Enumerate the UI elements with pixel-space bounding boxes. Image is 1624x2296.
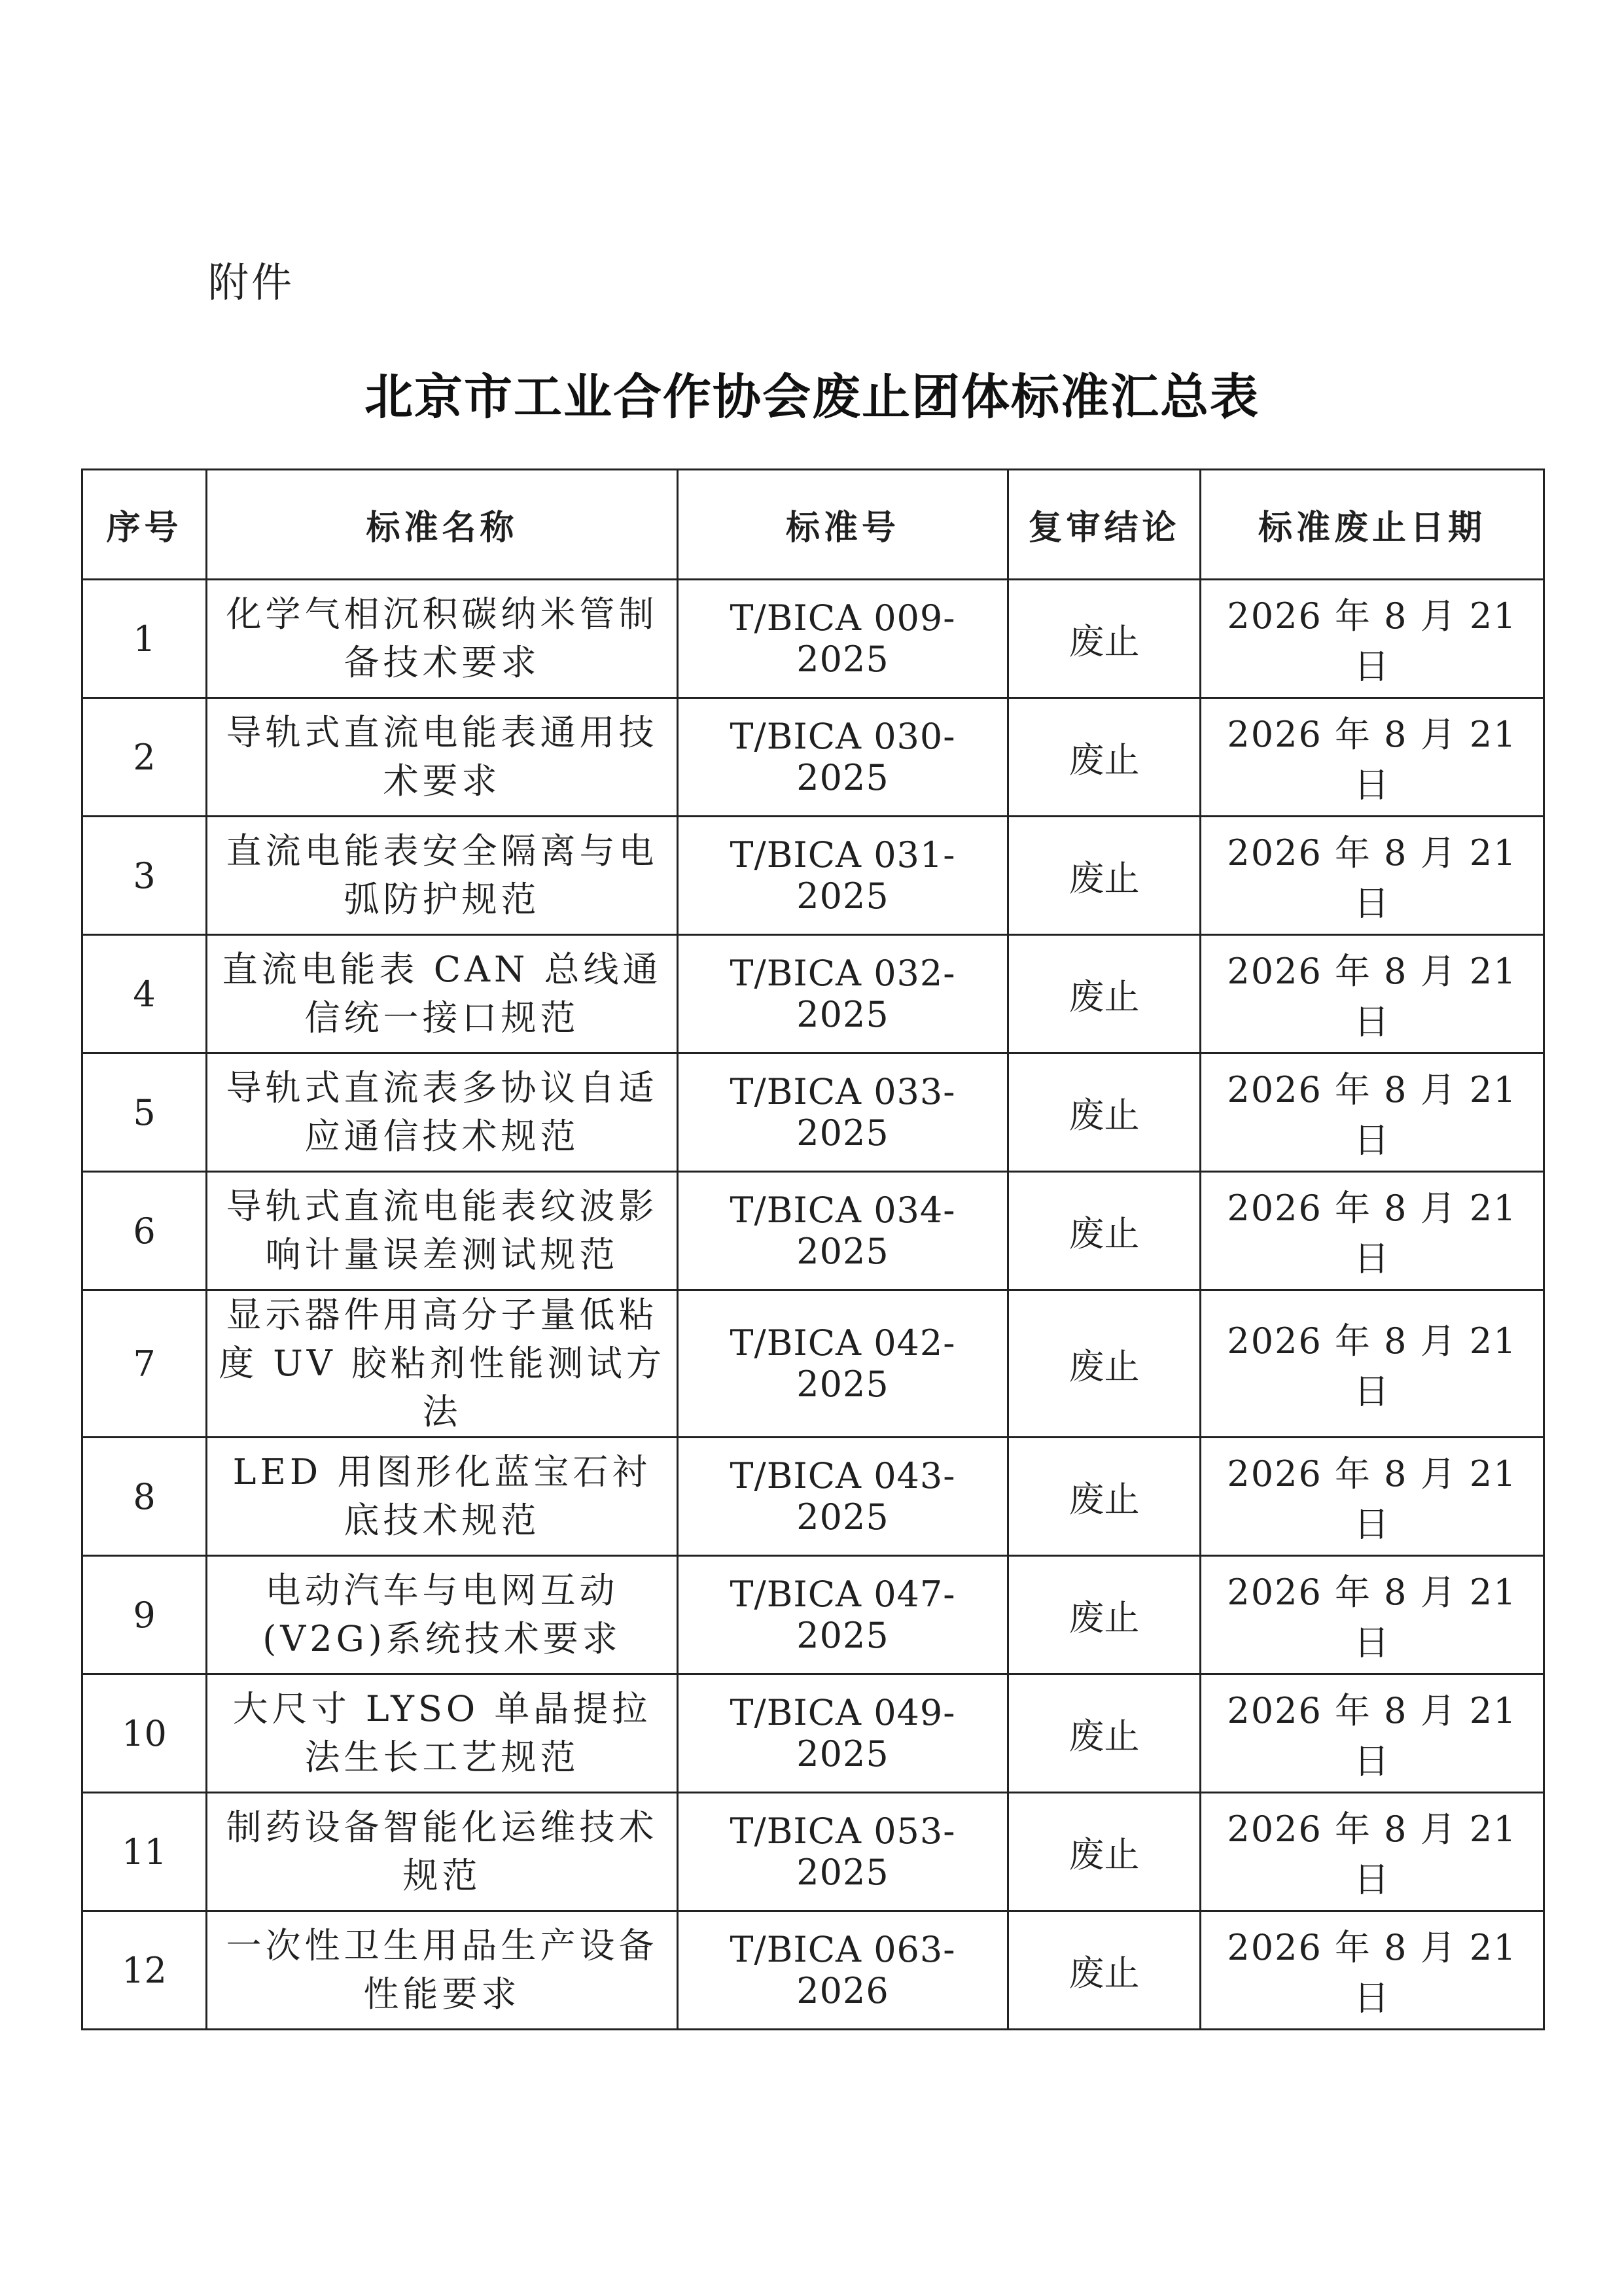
cell-repeal-date: 2026 年 8 月 21 日 — [1201, 1556, 1544, 1674]
table-row — [82, 1674, 1544, 1793]
cell-repeal-date: 2026 年 8 月 21 日 — [1201, 1911, 1544, 2030]
cell-review-conclusion: 废止 — [1008, 1172, 1201, 1290]
cell-standard-code: T/BICA 049-2025 — [678, 1674, 1008, 1793]
cell-repeal-date: 2026 年 8 月 21 日 — [1201, 817, 1544, 935]
cell-repeal-date: 2026 年 8 月 21 日 — [1201, 1290, 1544, 1438]
cell-repeal-date: 2026 年 8 月 21 日 — [1201, 1793, 1544, 1911]
table-row — [82, 1172, 1544, 1290]
header-code: 标准号 — [678, 470, 1008, 580]
cell-repeal-date: 2026 年 8 月 21 日 — [1201, 698, 1544, 817]
cell-index: 5 — [82, 1053, 207, 1172]
table-row — [82, 935, 1544, 1053]
cell-review-conclusion: 废止 — [1008, 1290, 1201, 1438]
cell-review-conclusion: 废止 — [1008, 580, 1201, 698]
cell-index: 2 — [82, 698, 207, 817]
cell-review-conclusion: 废止 — [1008, 1053, 1201, 1172]
cell-standard-code: T/BICA 053-2025 — [678, 1793, 1008, 1911]
cell-index: 12 — [82, 1911, 207, 2030]
cell-standard-code: T/BICA 031-2025 — [678, 817, 1008, 935]
cell-standard-name: 显示器件用高分子量低粘度 UV 胶粘剂性能测试方法 — [207, 1290, 678, 1438]
cell-repeal-date: 2026 年 8 月 21 日 — [1201, 580, 1544, 698]
cell-review-conclusion: 废止 — [1008, 1793, 1201, 1911]
cell-review-conclusion: 废止 — [1008, 817, 1201, 935]
table-row — [82, 1911, 1544, 2030]
attachment-label: 附件 — [208, 258, 295, 306]
cell-standard-code: T/BICA 032-2025 — [678, 935, 1008, 1053]
table-row — [82, 817, 1544, 935]
cell-review-conclusion: 废止 — [1008, 1556, 1201, 1674]
cell-repeal-date: 2026 年 8 月 21 日 — [1201, 1172, 1544, 1290]
cell-review-conclusion: 废止 — [1008, 1674, 1201, 1793]
table-row — [82, 1438, 1544, 1556]
cell-standard-name: 直流电能表安全隔离与电弧防护规范 — [207, 817, 678, 935]
cell-standard-name: 直流电能表 CAN 总线通信统一接口规范 — [207, 935, 678, 1053]
header-date: 标准废止日期 — [1201, 470, 1544, 580]
cell-index: 11 — [82, 1793, 207, 1911]
header-name: 标准名称 — [207, 470, 678, 580]
cell-standard-code: T/BICA 047-2025 — [678, 1556, 1008, 1674]
table-row — [82, 1556, 1544, 1674]
header-index: 序号 — [82, 470, 207, 580]
table-row — [82, 1053, 1544, 1172]
cell-repeal-date: 2026 年 8 月 21 日 — [1201, 1438, 1544, 1556]
cell-standard-name: 一次性卫生用品生产设备性能要求 — [207, 1911, 678, 2030]
cell-index: 1 — [82, 580, 207, 698]
cell-standard-name: 导轨式直流电能表纹波影响计量误差测试规范 — [207, 1172, 678, 1290]
standards-table — [81, 468, 1545, 2030]
cell-repeal-date: 2026 年 8 月 21 日 — [1201, 1674, 1544, 1793]
table-body — [82, 580, 1544, 2030]
cell-review-conclusion: 废止 — [1008, 698, 1201, 817]
cell-index: 9 — [82, 1556, 207, 1674]
table-header-row — [82, 470, 1544, 580]
cell-standard-code: T/BICA 030-2025 — [678, 698, 1008, 817]
cell-index: 10 — [82, 1674, 207, 1793]
cell-index: 4 — [82, 935, 207, 1053]
cell-review-conclusion: 废止 — [1008, 1438, 1201, 1556]
cell-standard-name: 导轨式直流表多协议自适应通信技术规范 — [207, 1053, 678, 1172]
cell-standard-name: 大尺寸 LYSO 单晶提拉法生长工艺规范 — [207, 1674, 678, 1793]
cell-standard-code: T/BICA 042-2025 — [678, 1290, 1008, 1438]
cell-repeal-date: 2026 年 8 月 21 日 — [1201, 935, 1544, 1053]
cell-standard-code: T/BICA 009-2025 — [678, 580, 1008, 698]
cell-review-conclusion: 废止 — [1008, 1911, 1201, 2030]
cell-index: 8 — [82, 1438, 207, 1556]
cell-standard-code: T/BICA 043-2025 — [678, 1438, 1008, 1556]
cell-repeal-date: 2026 年 8 月 21 日 — [1201, 1053, 1544, 1172]
table-row — [82, 698, 1544, 817]
table-row — [82, 1290, 1544, 1438]
cell-standard-code: T/BICA 034-2025 — [678, 1172, 1008, 1290]
header-conclusion: 复审结论 — [1008, 470, 1201, 580]
cell-index: 7 — [82, 1290, 207, 1438]
cell-standard-name: 电动汽车与电网互动(V2G)系统技术要求 — [207, 1556, 678, 1674]
cell-standard-code: T/BICA 063-2026 — [678, 1911, 1008, 2030]
cell-index: 6 — [82, 1172, 207, 1290]
cell-standard-name: 化学气相沉积碳纳米管制备技术要求 — [207, 580, 678, 698]
cell-standard-name: 制药设备智能化运维技术规范 — [207, 1793, 678, 1911]
document-title: 北京市工业合作协会废止团体标准汇总表 — [364, 369, 1260, 425]
cell-standard-name: 导轨式直流电能表通用技术要求 — [207, 698, 678, 817]
table-row — [82, 1793, 1544, 1911]
cell-standard-code: T/BICA 033-2025 — [678, 1053, 1008, 1172]
cell-standard-name: LED 用图形化蓝宝石衬底技术规范 — [207, 1438, 678, 1556]
table-row — [82, 580, 1544, 698]
cell-review-conclusion: 废止 — [1008, 935, 1201, 1053]
cell-index: 3 — [82, 817, 207, 935]
